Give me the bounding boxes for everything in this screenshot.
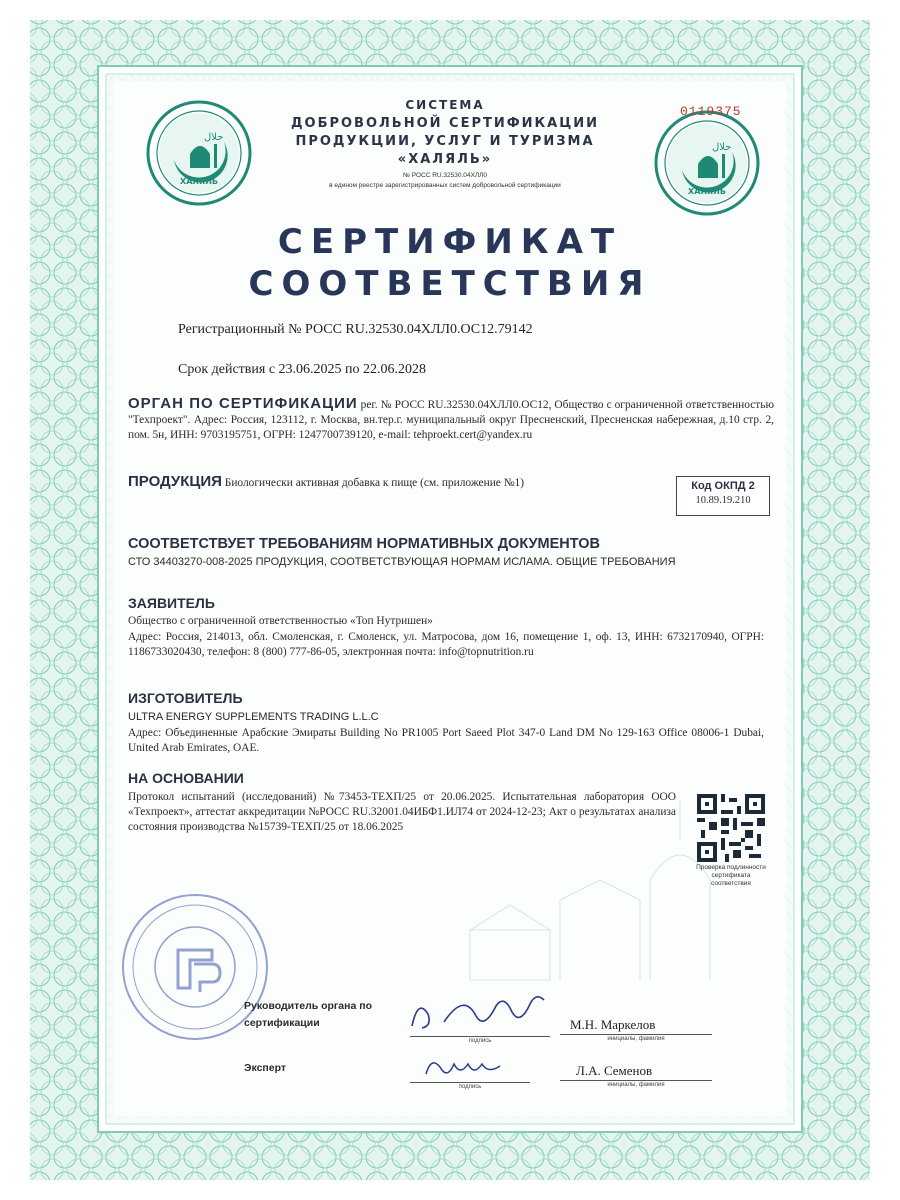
system-line-1: СИСТЕМА [405, 98, 485, 112]
basis-text: Протокол испытаний (исследований) №73453-ТЕХП/25 от 20.06.2025. Испытательная лаборатория ООО «Техпроект», аттестат аккредитации №РОСС RU.32001.04ИБФ1.ИЛ74 от 2024-12-23; Акт о результатах анализа состояния производства №15739-ТЕХП/25 от 18.06.2025 [128, 791, 676, 833]
organ-text: рег. № РОСС RU.32530.04ХЛЛ0.ОС12, Общество с ограниченной ответственностью "Техпроект". Адрес: Россия, 123112, г. Москва, вн.тер.г. муниципальный округ Пресненский, Пресненская набережная, д.10 стр. 2, пом. 5н, ИНН: 9703195751, ОГРН: 1247700739120, e-mail: tehproekt.cert@yandex.ru [128, 399, 774, 441]
verification-qr-code[interactable] [697, 794, 765, 862]
applicant-name: Общество с ограниченной ответственностью «Топ Нутришен» [128, 615, 433, 627]
head-signature-line [410, 1036, 550, 1037]
manufacturer-text: Адрес: Объединенные Арабские Эмираты Building No PR1005 Port Saeed Plot 347-0 Land DM No 129-163 Office 08006-1 Dubai, United Arab Emirates, OAE. [128, 727, 764, 754]
head-of-organ-name: М.Н. Маркелов [570, 1017, 656, 1032]
expert-label: Эксперт [244, 1062, 287, 1074]
serial-number: 0119375 [680, 104, 742, 119]
conformity-heading: СООТВЕТСТВУЕТ ТРЕБОВАНИЯМ НОРМАТИВНЫХ ДОКУМЕНТОВ [128, 536, 601, 552]
product-section [128, 474, 648, 491]
conformity-text: СТО 34403270-008-2025 ПРОДУКЦИЯ, СООТВЕТСТВУЮЩАЯ НОРМАМ ИСЛАМА. ОБЩИЕ ТРЕБОВАНИЯ [128, 556, 676, 568]
manufacturer-name: ULTRA ENERGY SUPPLEMENTS TRADING L.L.C [128, 711, 379, 723]
halal-emblem-right [654, 110, 760, 216]
okpd-label: Код ОКПД 2 [691, 480, 755, 492]
product-heading: ПРОДУКЦИЯ [128, 473, 222, 490]
system-line-3: ПРОДУКЦИИ, УСЛУГ И ТУРИЗМА [295, 134, 595, 149]
head-name-caption: инициалы, фамилия [607, 1036, 665, 1042]
expert-signature-caption: подпись [458, 1084, 482, 1090]
expert-name: Л.А. Семенов [576, 1063, 653, 1078]
applicant-heading: ЗАЯВИТЕЛЬ [128, 595, 215, 611]
svg-text:ХАЛЯЛЬ: ХАЛЯЛЬ [688, 187, 726, 196]
registration-number: Регистрационный № РОСС RU.32530.04ХЛЛ0.ОС12.79142 [178, 322, 533, 337]
head-of-organ-label: Руководитель органа по сертификации [244, 1000, 373, 1029]
system-line-2: ДОБРОВОЛЬНОЙ СЕРТИФИКАЦИИ [290, 116, 600, 131]
head-name-line [560, 1034, 712, 1035]
system-registry-note: в едином реестре зарегистрированных систем добровольной сертификации [329, 182, 561, 189]
expert-signature-line [410, 1082, 530, 1083]
system-line-4: «ХАЛЯЛЬ» [397, 152, 493, 167]
organ-heading: ОРГАН ПО СЕРТИФИКАЦИИ [128, 395, 358, 412]
applicant-text: Адрес: Россия, 214013, обл. Смоленская, г. Смоленск, ул. Матросова, дом 16, помещение 1, оф. 13, ИНН: 6732170940, ОГРН: 1186733020430, телефон: 8 (800) 777-86-05, электронная почта: info@topnutrition.ru [128, 631, 764, 658]
svg-text:ХАЛЯЛЬ: ХАЛЯЛЬ [180, 177, 218, 186]
qr-caption: Проверка подлинности сертификата соответствия [696, 864, 766, 887]
okpd-box [676, 476, 770, 516]
certificate-subtitle: СООТВЕТСТВИЯ [248, 264, 652, 304]
basis-heading: НА ОСНОВАНИИ [128, 770, 244, 786]
manufacturer-heading: ИЗГОТОВИТЕЛЬ [128, 690, 243, 706]
validity-period: Срок действия с 23.06.2025 по 22.06.2028 [178, 362, 427, 377]
svg-text:حلال: حلال [204, 132, 224, 143]
expert-signature [420, 1050, 510, 1084]
certificate-title: СЕРТИФИКАТ [277, 222, 623, 262]
system-registration: № РОСС RU.32530.04ХЛЛ0 [402, 172, 487, 179]
expert-name-line [560, 1080, 712, 1081]
halal-emblem-left [146, 100, 252, 206]
product-text: Биологически активная добавка к пище (см. приложение №1) [224, 477, 525, 489]
expert-name-caption: инициалы, фамилия [607, 1082, 665, 1088]
organ-section [128, 396, 774, 443]
okpd-value: 10.89.19.210 [695, 495, 751, 506]
head-signature-caption: подпись [468, 1038, 492, 1044]
head-signature [404, 986, 564, 1042]
svg-text:حلال: حلال [712, 142, 732, 153]
